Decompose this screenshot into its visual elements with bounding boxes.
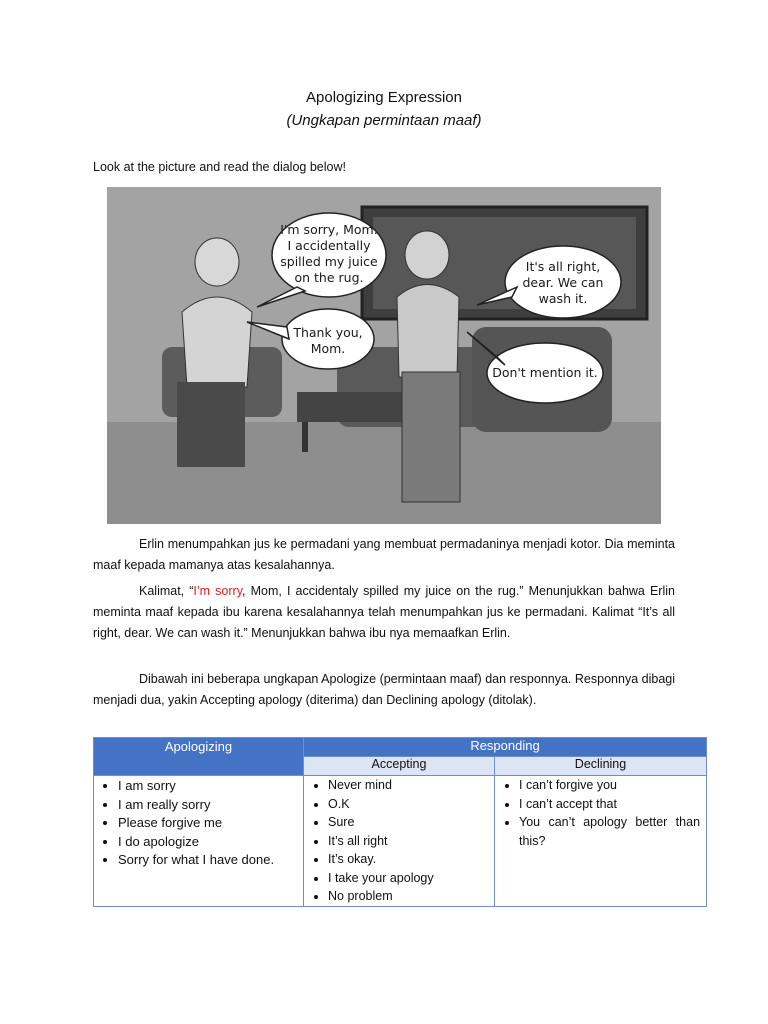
paragraph-3 <box>93 669 675 711</box>
header-responding: Responding <box>304 738 707 757</box>
paragraph-1 <box>93 534 675 576</box>
apologizing-cell <box>94 776 304 907</box>
scene-illustration <box>107 187 661 524</box>
bubble-thank-you: Thank you, Mom. <box>293 325 363 356</box>
list-item: • It’s all right <box>328 832 488 851</box>
page-subtitle: (Ungkapan permintaan maaf) <box>286 112 482 129</box>
paragraph-1-text: Erlin menumpahkan jus ke permadani yang membuat permadaninya menjadi kotor. Dia meminta maaf kepada mamanya atas kesalahannya. <box>93 537 675 572</box>
accepting-cell <box>304 776 495 907</box>
bubble-sorry: I'm sorry, Mom. I accidentally spilled my juice on the rug. <box>280 222 378 285</box>
instruction-text: Look at the picture and read the dialog below! <box>93 160 346 174</box>
list-item: • No problem <box>328 887 488 906</box>
list-item: • I am sorry <box>118 777 297 796</box>
paragraph-2-lead: Kalimat, “ <box>139 584 194 598</box>
declining-list <box>495 776 706 850</box>
accepting-list <box>304 776 494 906</box>
list-item: • You can’t apology better than this? <box>519 813 700 850</box>
bubble-dont-mention: Don't mention it. <box>492 365 598 380</box>
header-accepting: Accepting <box>304 757 495 776</box>
list-item: • Please forgive me <box>118 814 297 833</box>
apologizing-list <box>94 777 303 870</box>
list-item: • I take your apology <box>328 869 488 888</box>
dialog-picture <box>107 187 661 524</box>
declining-cell <box>495 776 707 907</box>
list-item: • O.K <box>328 795 488 814</box>
highlight-im-sorry: I’m sorry <box>193 584 243 598</box>
paragraph-3-text: Dibawah ini beberapa ungkapan Apologize (permintaan maaf) dan responnya. Responnya dibagi menjadi dua, yakin Accepting apology (diterima) dan Declining apology (ditolak). <box>93 672 675 707</box>
list-item: • It’s okay. <box>328 850 488 869</box>
expression-table <box>93 737 707 907</box>
page-title: Apologizing Expression <box>306 89 462 106</box>
list-item: • Sure <box>328 813 488 832</box>
list-item: • I do apologize <box>118 833 297 852</box>
list-item: • I can’t forgive you <box>519 776 700 795</box>
list-item: • I can’t accept that <box>519 795 700 814</box>
paragraph-2 <box>93 581 675 644</box>
list-item: • Never mind <box>328 776 488 795</box>
paragraph-2-text: , Mom, I accidentaly spilled my juice on the rug.” Menunjukkan bahwa Erlin meminta maaf kepada ibu karena kesalahannya telah menumpahkan jus ke permadani. Kalimat “It’s all right, dear. We can wash it.” Menunjukkan bahwa ibu nya memaafkan Erlin. <box>93 584 675 640</box>
list-item: • Sorry for what I have done. <box>118 851 297 870</box>
bubble-all-right: It's all right, dear. We can wash it. <box>522 259 604 306</box>
list-item: • I am really sorry <box>118 796 297 815</box>
header-apologizing: Apologizing <box>94 738 304 776</box>
header-declining: Declining <box>495 757 707 776</box>
